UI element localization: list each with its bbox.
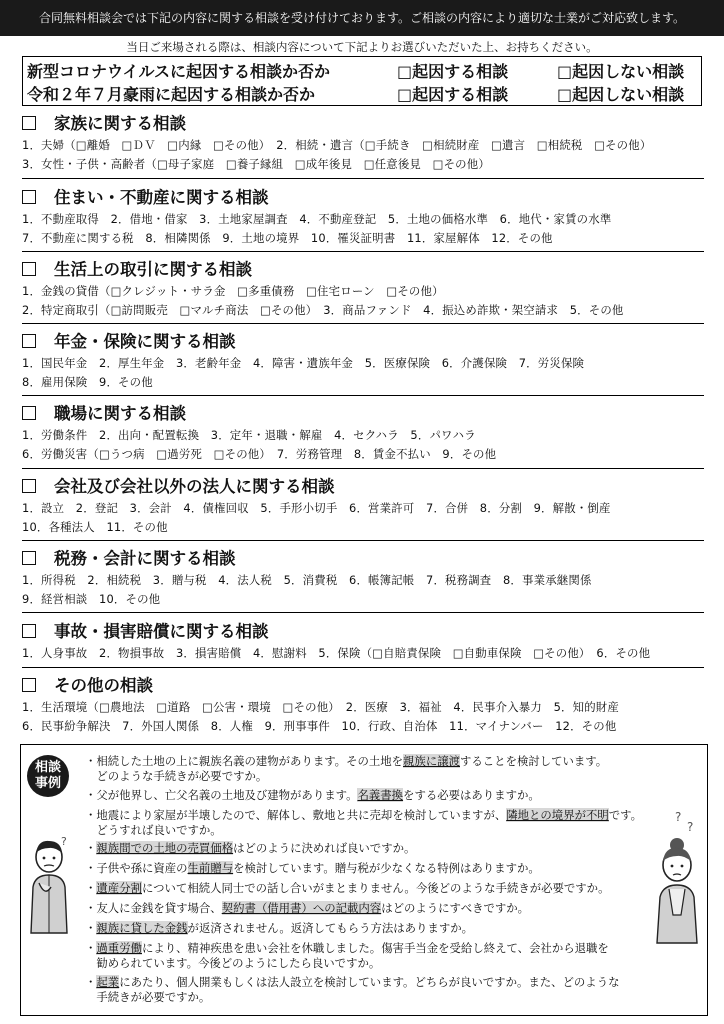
woman-illustration-icon <box>651 805 707 945</box>
section-tax <box>22 547 712 609</box>
section-family <box>22 112 712 174</box>
section-line: 6．労働災害（□うつ病 □過労死 □その他） 7．労務管理 8．賃金不払い 9．その他 <box>22 447 497 461</box>
case-item: ・起業にあたり、個人開業もしくは法人設立を検討しています。どちらが良いですか。また、どのような 手続きが必要ですか。 <box>85 975 620 1004</box>
option-yes[interactable]: □起因する相談 <box>397 62 509 81</box>
case-item: ・子供や孫に資産の生前贈与を検討しています。贈与税が少なくなる特例はありますか。 <box>85 861 540 875</box>
divider <box>22 468 704 469</box>
divider <box>22 395 704 396</box>
section-title: 年金・保険に関する相談 <box>54 332 236 351</box>
question-text: 令和２年７月豪雨に起因する相談か否か <box>27 85 316 104</box>
section-line: 1．不動産取得 2．借地・借家 3．土地家屋調査 4．不動産登記 5．土地の価格水準 6．地代・家賃の水準 <box>22 212 612 226</box>
section-line: 2．特定商取引（□訪問販売 □マルチ商法 □その他） 3．商品ファンド 4．振込め詐欺・架空請求 5．その他 <box>22 303 624 317</box>
man-illustration-icon <box>25 835 77 935</box>
section-line: 1．金銭の貸借（□クレジット・サラ金 □多重債務 □住宅ローン □その他） <box>22 284 444 298</box>
section-line: 1．所得税 2．相続税 3．贈与税 4．法人税 5．消費税 6．帳簿記帳 7．税務調査 8．事業承継関係 <box>22 573 592 587</box>
section-checkbox[interactable] <box>22 334 36 348</box>
section-other <box>22 674 712 736</box>
option-no[interactable]: □起因しない相談 <box>557 62 685 81</box>
case-item: ・親族間での土地の売買価格はどのように決めれば良いですか。 <box>85 841 416 855</box>
divider <box>22 667 704 668</box>
section-checkbox[interactable] <box>22 406 36 420</box>
section-housing <box>22 186 712 248</box>
section-line: 1．人身事故 2．物損事故 3．損害賠償 4．慰謝料 5．保険（□自賠責保険 □自動車保険 □その他） 6．その他 <box>22 646 651 660</box>
section-checkbox[interactable] <box>22 190 36 204</box>
section-line: 1．生活環境（□農地法 □道路 □公害・環境 □その他） 2．医療 3．福祉 4．民事介入暴力 5．知的財産 <box>22 700 619 714</box>
option-yes[interactable]: □起因する相談 <box>397 85 509 104</box>
section-line: 1．国民年金 2．厚生年金 3．老齢年金 4．障害・遺族年金 5．医療保険 6．介護保険 7．労災保険 <box>22 356 585 370</box>
section-workplace <box>22 402 712 464</box>
section-title: 事故・損害賠償に関する相談 <box>54 622 269 641</box>
section-checkbox[interactable] <box>22 262 36 276</box>
section-line: 7．不動産に関する税 8．相隣関係 9．土地の境界 10．罹災証明書 11．家屋解体 12．その他 <box>22 231 553 245</box>
header-banner: 合同無料相談会では下記の内容に関する相談を受け付けております。ご相談の内容により適切な士業がご対応致します。 <box>0 0 724 36</box>
section-pension <box>22 330 712 392</box>
section-line: 1．設立 2．登記 3．会計 4．債権回収 5．手形小切手 6．営業許可 7．合併 8．分割 9．解散・倒産 <box>22 501 611 515</box>
cases-badge: 相談 事例 <box>27 755 69 797</box>
section-line: 6．民事紛争解決 7．外国人関係 8．人権 9．刑事事件 10．行政、自治体 11．マイナンバー 12．その他 <box>22 719 617 733</box>
section-checkbox[interactable] <box>22 479 36 493</box>
section-line: 3．女性・子供・高齢者（□母子家庭 □養子縁組 □成年後見 □任意後見 □その他） <box>22 157 490 171</box>
section-line: 1．労働条件 2．出向・配置転換 3．定年・退職・解雇 4．セクハラ 5．パワハラ <box>22 428 476 442</box>
divider <box>22 323 704 324</box>
svg-text:?: ? <box>687 820 694 834</box>
section-title: 生活上の取引に関する相談 <box>54 260 252 279</box>
case-item: ・親族に貸した金銭が返済されません。返済してもらう方法はありますか。 <box>85 921 473 935</box>
divider <box>22 178 704 179</box>
section-checkbox[interactable] <box>22 678 36 692</box>
section-line: 9．経営相談 10．その他 <box>22 592 161 606</box>
consultation-cases-box <box>20 744 708 1016</box>
section-line: 8．雇用保険 9．その他 <box>22 375 153 389</box>
section-checkbox[interactable] <box>22 551 36 565</box>
case-item: ・過重労働により、精神疾患を患い会社を休職しました。傷害手当金を受給し終えて、会社から退職を 勧められています。今後どのようにしたら良いですか。 <box>85 941 609 970</box>
divider <box>22 612 704 613</box>
section-checkbox[interactable] <box>22 624 36 638</box>
section-title: 会社及び会社以外の法人に関する相談 <box>54 477 335 496</box>
case-item: ・遺産分割について相続人同士での話し合いがまとまりません。今後どのような手続きが必要ですか。 <box>85 881 610 895</box>
case-item: ・父が他界し、亡父名義の土地及び建物があります。名義書換をする必要はありますか。 <box>85 788 540 802</box>
svg-text:?: ? <box>675 810 682 824</box>
section-transactions <box>22 258 712 320</box>
section-line: 10．各種法人 11．その他 <box>22 520 168 534</box>
case-item: ・地震により家屋が半壊したので、解体し、敷地と共に売却を検討していますが、隣地との境界が不明です。 どうすれば良いですか。 <box>85 808 643 837</box>
divider <box>22 540 704 541</box>
question-text: 新型コロナウイルスに起因する相談か否か <box>27 62 331 81</box>
section-checkbox[interactable] <box>22 116 36 130</box>
section-accident <box>22 620 712 663</box>
divider <box>22 251 704 252</box>
option-no[interactable]: □起因しない相談 <box>557 85 685 104</box>
case-item: ・友人に金銭を貸す場合、契約書（借用書）への記載内容はどのようにすべきですか。 <box>85 901 530 915</box>
svg-text:?: ? <box>61 835 67 848</box>
header-note: 当日ご来場される際は、相談内容について下記よりお選びいただいた上、お持ちください。 <box>126 40 598 54</box>
section-title: 住まい・不動産に関する相談 <box>54 188 269 207</box>
section-title: 職場に関する相談 <box>54 404 186 423</box>
section-title: 税務・会計に関する相談 <box>54 549 236 568</box>
case-item: ・相続した土地の上に親族名義の建物があります。その土地を親族に譲渡することを検討しています。 どのような手続きが必要ですか。 <box>85 754 608 783</box>
section-title: 家族に関する相談 <box>54 114 186 133</box>
cause-question-box <box>22 56 702 106</box>
section-corporate <box>22 475 712 537</box>
section-line: 1．夫婦（□離婚 □ＤＶ □内縁 □その他） 2．相続・遺言（□手続き □相続財産 □遺言 □相続税 □その他） <box>22 138 652 152</box>
section-title: その他の相談 <box>54 676 153 695</box>
